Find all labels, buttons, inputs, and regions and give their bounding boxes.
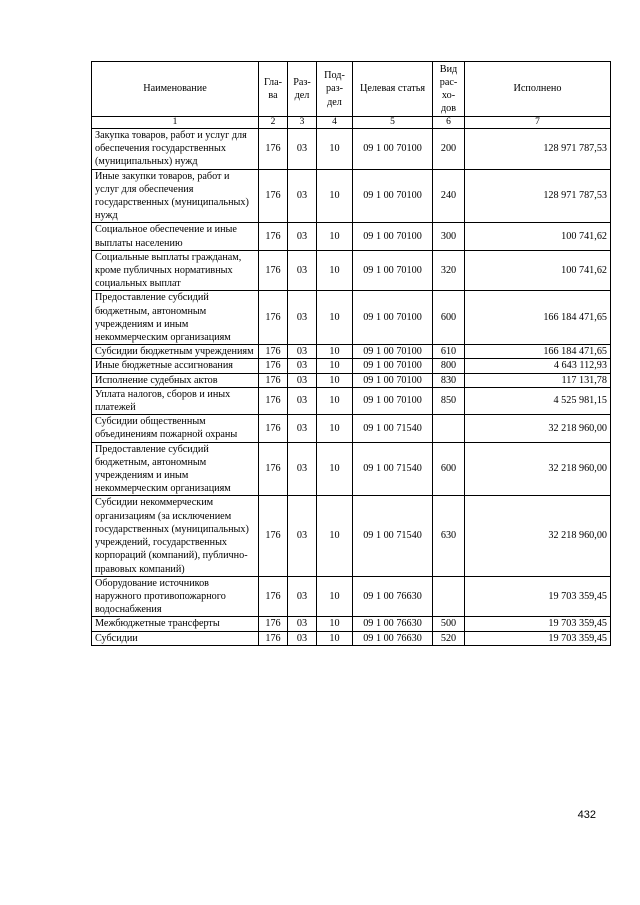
row-executed: 128 971 787,53 <box>465 169 611 223</box>
row-glava: 176 <box>259 387 288 414</box>
row-executed: 166 184 471,65 <box>465 345 611 359</box>
row-target-article: 09 1 00 71540 <box>353 442 433 496</box>
page-number: 432 <box>577 809 596 821</box>
row-expense-type <box>433 576 465 617</box>
header-podrazdel: Под-раз-дел <box>317 62 353 117</box>
row-podrazdel: 10 <box>317 373 353 387</box>
table-row <box>92 359 611 373</box>
row-expense-type: 600 <box>433 291 465 345</box>
row-expense-type: 300 <box>433 223 465 250</box>
row-executed: 19 703 359,45 <box>465 576 611 617</box>
row-executed: 32 218 960,00 <box>465 415 611 442</box>
row-podrazdel: 10 <box>317 250 353 291</box>
row-expense-type: 610 <box>433 345 465 359</box>
row-expense-type: 600 <box>433 442 465 496</box>
row-executed: 166 184 471,65 <box>465 291 611 345</box>
row-podrazdel: 10 <box>317 291 353 345</box>
row-glava: 176 <box>259 345 288 359</box>
row-razdel: 03 <box>288 373 317 387</box>
row-expense-type: 800 <box>433 359 465 373</box>
budget-execution-table <box>91 61 611 646</box>
row-name: Социальные выплаты гражданам, кроме публичных нормативных социальных выплат <box>92 250 259 291</box>
row-podrazdel: 10 <box>317 617 353 631</box>
table-row <box>92 291 611 345</box>
row-name: Социальное обеспечение и иные выплаты населению <box>92 223 259 250</box>
row-target-article: 09 1 00 70100 <box>353 373 433 387</box>
table-row <box>92 631 611 645</box>
row-glava: 176 <box>259 129 288 170</box>
row-glava: 176 <box>259 359 288 373</box>
row-expense-type: 520 <box>433 631 465 645</box>
row-razdel: 03 <box>288 359 317 373</box>
row-razdel: 03 <box>288 223 317 250</box>
row-razdel: 03 <box>288 442 317 496</box>
row-target-article: 09 1 00 70100 <box>353 223 433 250</box>
row-name: Субсидии общественным объединениям пожарной охраны <box>92 415 259 442</box>
row-executed: 100 741,62 <box>465 223 611 250</box>
row-expense-type: 830 <box>433 373 465 387</box>
row-razdel: 03 <box>288 129 317 170</box>
row-name: Иные закупки товаров, работ и услуг для обеспечения государственных (муниципальных) нужд <box>92 169 259 223</box>
row-target-article: 09 1 00 71540 <box>353 496 433 576</box>
column-number: 7 <box>465 117 611 129</box>
table-body <box>92 129 611 646</box>
row-name: Оборудование источников наружного противопожарного водоснабжения <box>92 576 259 617</box>
row-razdel: 03 <box>288 387 317 414</box>
row-name: Межбюджетные трансферты <box>92 617 259 631</box>
row-razdel: 03 <box>288 617 317 631</box>
column-number: 2 <box>259 117 288 129</box>
row-glava: 176 <box>259 250 288 291</box>
header-glava: Гла-ва <box>259 62 288 117</box>
row-glava: 176 <box>259 373 288 387</box>
row-podrazdel: 10 <box>317 496 353 576</box>
header-executed: Исполнено <box>465 62 611 117</box>
row-executed: 32 218 960,00 <box>465 442 611 496</box>
row-podrazdel: 10 <box>317 387 353 414</box>
header-expense-type: Вид рас-хо-дов <box>433 62 465 117</box>
row-glava: 176 <box>259 496 288 576</box>
row-podrazdel: 10 <box>317 169 353 223</box>
row-expense-type <box>433 415 465 442</box>
row-name: Исполнение судебных актов <box>92 373 259 387</box>
column-number: 5 <box>353 117 433 129</box>
table-header-row <box>92 62 611 117</box>
row-expense-type: 850 <box>433 387 465 414</box>
row-glava: 176 <box>259 291 288 345</box>
header-target-article: Целевая статья <box>353 62 433 117</box>
row-glava: 176 <box>259 617 288 631</box>
column-number: 4 <box>317 117 353 129</box>
table-row <box>92 129 611 170</box>
table-row <box>92 576 611 617</box>
row-podrazdel: 10 <box>317 129 353 170</box>
row-razdel: 03 <box>288 415 317 442</box>
row-executed: 100 741,62 <box>465 250 611 291</box>
row-executed: 19 703 359,45 <box>465 631 611 645</box>
row-podrazdel: 10 <box>317 345 353 359</box>
row-razdel: 03 <box>288 291 317 345</box>
column-number: 1 <box>92 117 259 129</box>
header-name: Наименование <box>92 62 259 117</box>
row-target-article: 09 1 00 76630 <box>353 576 433 617</box>
row-target-article: 09 1 00 70100 <box>353 129 433 170</box>
row-name: Закупка товаров, работ и услуг для обеспечения государственных (муниципальных) нужд <box>92 129 259 170</box>
row-glava: 176 <box>259 576 288 617</box>
row-target-article: 09 1 00 70100 <box>353 387 433 414</box>
row-executed: 4 525 981,15 <box>465 387 611 414</box>
header-razdel: Раз-дел <box>288 62 317 117</box>
row-name: Предоставление субсидий бюджетным, автономным учреждениям и иным некоммерческим организациям <box>92 291 259 345</box>
row-name: Субсидии <box>92 631 259 645</box>
row-executed: 32 218 960,00 <box>465 496 611 576</box>
row-name: Субсидии бюджетным учреждениям <box>92 345 259 359</box>
row-expense-type: 320 <box>433 250 465 291</box>
row-podrazdel: 10 <box>317 223 353 250</box>
row-name: Уплата налогов, сборов и иных платежей <box>92 387 259 414</box>
table-row <box>92 415 611 442</box>
row-razdel: 03 <box>288 345 317 359</box>
row-razdel: 03 <box>288 576 317 617</box>
row-name: Субсидии некоммерческим организациям (за исключением государственных (муниципальных) учреждений, государственных корпораций (компаний), публично-правовых компаний) <box>92 496 259 576</box>
row-glava: 176 <box>259 415 288 442</box>
row-executed: 117 131,78 <box>465 373 611 387</box>
row-executed: 128 971 787,53 <box>465 129 611 170</box>
row-podrazdel: 10 <box>317 576 353 617</box>
row-target-article: 09 1 00 70100 <box>353 345 433 359</box>
row-target-article: 09 1 00 76630 <box>353 631 433 645</box>
row-target-article: 09 1 00 71540 <box>353 415 433 442</box>
row-expense-type: 500 <box>433 617 465 631</box>
row-target-article: 09 1 00 70100 <box>353 169 433 223</box>
row-razdel: 03 <box>288 631 317 645</box>
row-razdel: 03 <box>288 169 317 223</box>
table-row <box>92 496 611 576</box>
row-target-article: 09 1 00 76630 <box>353 617 433 631</box>
table-row <box>92 387 611 414</box>
row-glava: 176 <box>259 223 288 250</box>
row-expense-type: 630 <box>433 496 465 576</box>
column-number-row <box>92 117 611 129</box>
row-glava: 176 <box>259 442 288 496</box>
column-number: 3 <box>288 117 317 129</box>
table-row <box>92 223 611 250</box>
row-podrazdel: 10 <box>317 631 353 645</box>
row-expense-type: 240 <box>433 169 465 223</box>
table-row <box>92 345 611 359</box>
row-target-article: 09 1 00 70100 <box>353 250 433 291</box>
column-number: 6 <box>433 117 465 129</box>
row-glava: 176 <box>259 169 288 223</box>
row-razdel: 03 <box>288 250 317 291</box>
table-row <box>92 250 611 291</box>
row-executed: 19 703 359,45 <box>465 617 611 631</box>
row-glava: 176 <box>259 631 288 645</box>
row-name: Предоставление субсидий бюджетным, автономным учреждениям и иным некоммерческим организациям <box>92 442 259 496</box>
row-target-article: 09 1 00 70100 <box>353 359 433 373</box>
row-razdel: 03 <box>288 496 317 576</box>
table-row <box>92 617 611 631</box>
table-row <box>92 373 611 387</box>
table-row <box>92 169 611 223</box>
row-target-article: 09 1 00 70100 <box>353 291 433 345</box>
row-executed: 4 643 112,93 <box>465 359 611 373</box>
table-row <box>92 442 611 496</box>
row-podrazdel: 10 <box>317 442 353 496</box>
row-podrazdel: 10 <box>317 415 353 442</box>
row-name: Иные бюджетные ассигнования <box>92 359 259 373</box>
row-podrazdel: 10 <box>317 359 353 373</box>
row-expense-type: 200 <box>433 129 465 170</box>
